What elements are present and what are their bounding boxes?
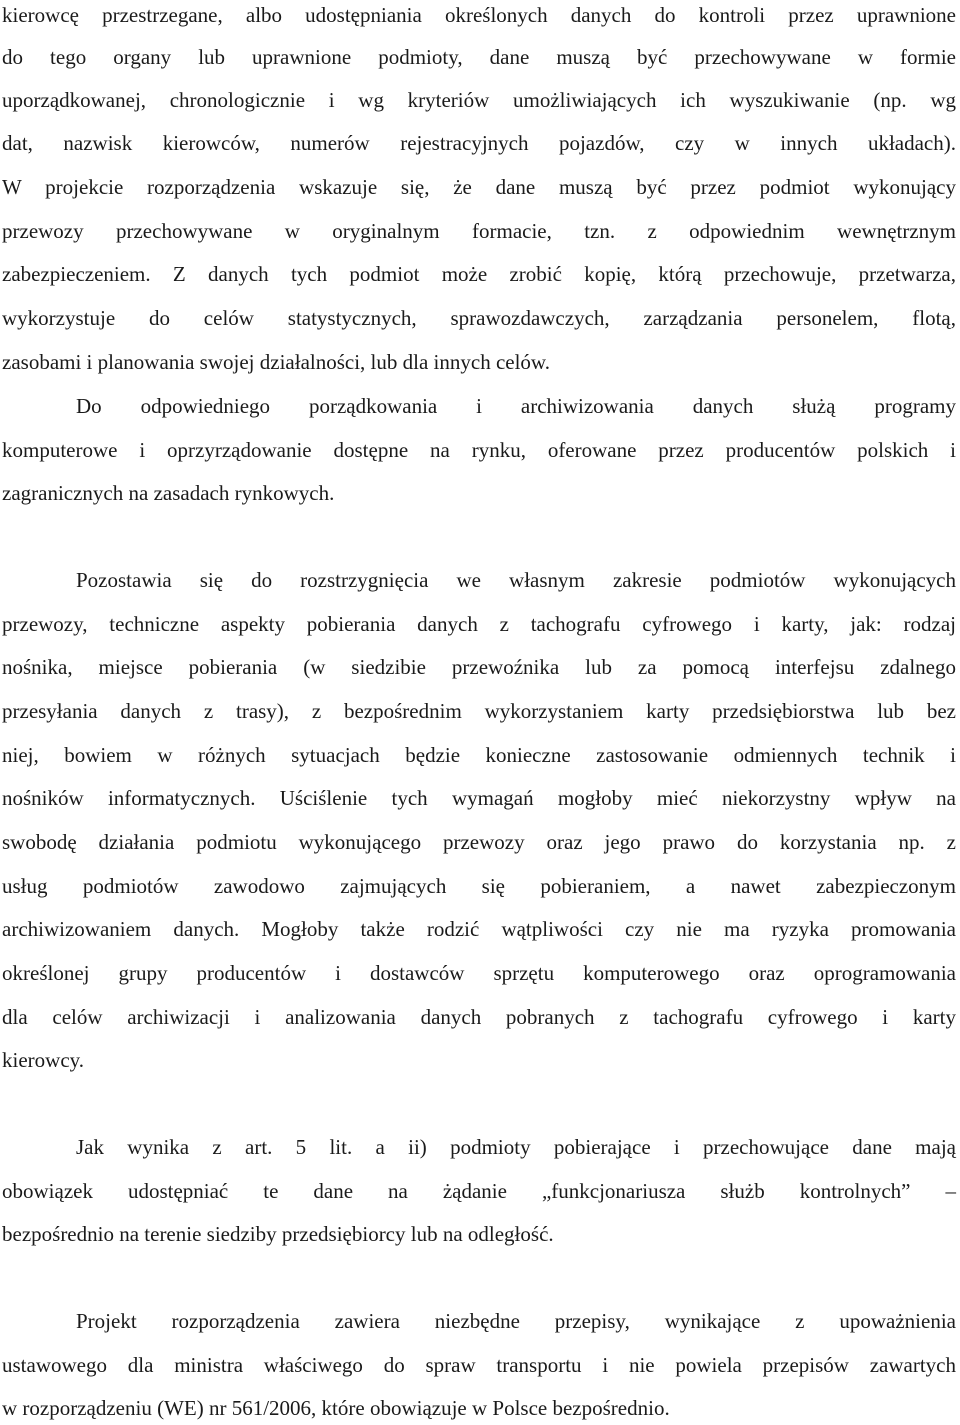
text-line: W projekcie rozporządzenia wskazuje się, że dane muszą być przez podmiot wykonujący (2, 175, 956, 199)
text-line: swobodę działania podmiotu wykonującego przewozy oraz jego prawo do korzystania np. z (2, 830, 956, 854)
text-line: w rozporządzeniu (WE) nr 561/2006, które obowiązuje w Polsce bezpośrednio. (2, 1396, 670, 1420)
text-line: kierowcę przestrzegane, albo udostępniania określonych danych do kontroli przez uprawnione (2, 3, 956, 27)
text-line: Jak wynika z art. 5 lit. a ii) podmioty pobierające i przechowujące dane mają (76, 1135, 956, 1159)
text-line: bezpośrednio na terenie siedziby przedsiębiorcy lub na odległość. (2, 1222, 554, 1246)
text-line: usług podmiotów zawodowo zajmujących się pobieraniem, a nawet zabezpieczonym (2, 874, 956, 898)
text-line: zasobami i planowania swojej działalności, lub dla innych celów. (2, 350, 550, 374)
text-line: określonej grupy producentów i dostawców sprzętu komputerowego oraz oprogramowania (2, 961, 956, 985)
text-line: wykorzystuje do celów statystycznych, sprawozdawczych, zarządzania personelem, flotą, (2, 306, 956, 330)
text-line: Do odpowiedniego porządkowania i archiwizowania danych służą programy (76, 394, 956, 418)
text-line: nośnika, miejsce pobierania (w siedzibie przewoźnika lub za pomocą interfejsu zdalnego (2, 655, 956, 679)
text-line: dla celów archiwizacji i analizowania danych pobranych z tachografu cyfrowego i karty (2, 1005, 956, 1029)
text-line: dat, nazwisk kierowców, numerów rejestracyjnych pojazdów, czy w innych układach). (2, 131, 956, 155)
text-line: ustawowego dla ministra właściwego do spraw transportu i nie powiela przepisów zawartych (2, 1353, 956, 1377)
text-line: do tego organy lub uprawnione podmioty, dane muszą być przechowywane w formie (2, 45, 956, 69)
text-line: zabezpieczeniem. Z danych tych podmiot może zrobić kopię, którą przechowuje, przetwarza, (2, 262, 956, 286)
text-line: obowiązek udostępniać te dane na żądanie „funkcjonariusza służb kontrolnych” – (2, 1179, 956, 1203)
text-line: przewozy przechowywane w oryginalnym formacie, tzn. z odpowiednim wewnętrznym (2, 219, 956, 243)
text-line: Projekt rozporządzenia zawiera niezbędne przepisy, wynikające z upoważnienia (76, 1309, 956, 1333)
text-line: archiwizowaniem danych. Mogłoby także rodzić wątpliwości czy nie ma ryzyka promowania (2, 917, 956, 941)
text-line: kierowcy. (2, 1048, 85, 1072)
text-line: nośników informatycznych. Uściślenie tych wymagań mogłoby mieć niekorzystny wpływ na (2, 786, 956, 810)
text-line: uporządkowanej, chronologicznie i wg kryteriów umożliwiających ich wyszukiwanie (np. wg (2, 88, 956, 112)
text-line: przesyłania danych z trasy), z bezpośrednim wykorzystaniem karty przedsiębiorstwa lub bez (2, 699, 956, 723)
text-line: przewozy, techniczne aspekty pobierania danych z tachografu cyfrowego i karty, jak: rodzaj (2, 612, 956, 636)
text-line: niej, bowiem w różnych sytuacjach będzie konieczne zastosowanie odmiennych technik i (2, 743, 956, 767)
text-line: zagranicznych na zasadach rynkowych. (2, 481, 335, 505)
text-line: Pozostawia się do rozstrzygnięcia we własnym zakresie podmiotów wykonujących (76, 568, 956, 592)
text-line: komputerowe i oprzyrządowanie dostępne na rynku, oferowane przez producentów polskich i (2, 438, 956, 462)
